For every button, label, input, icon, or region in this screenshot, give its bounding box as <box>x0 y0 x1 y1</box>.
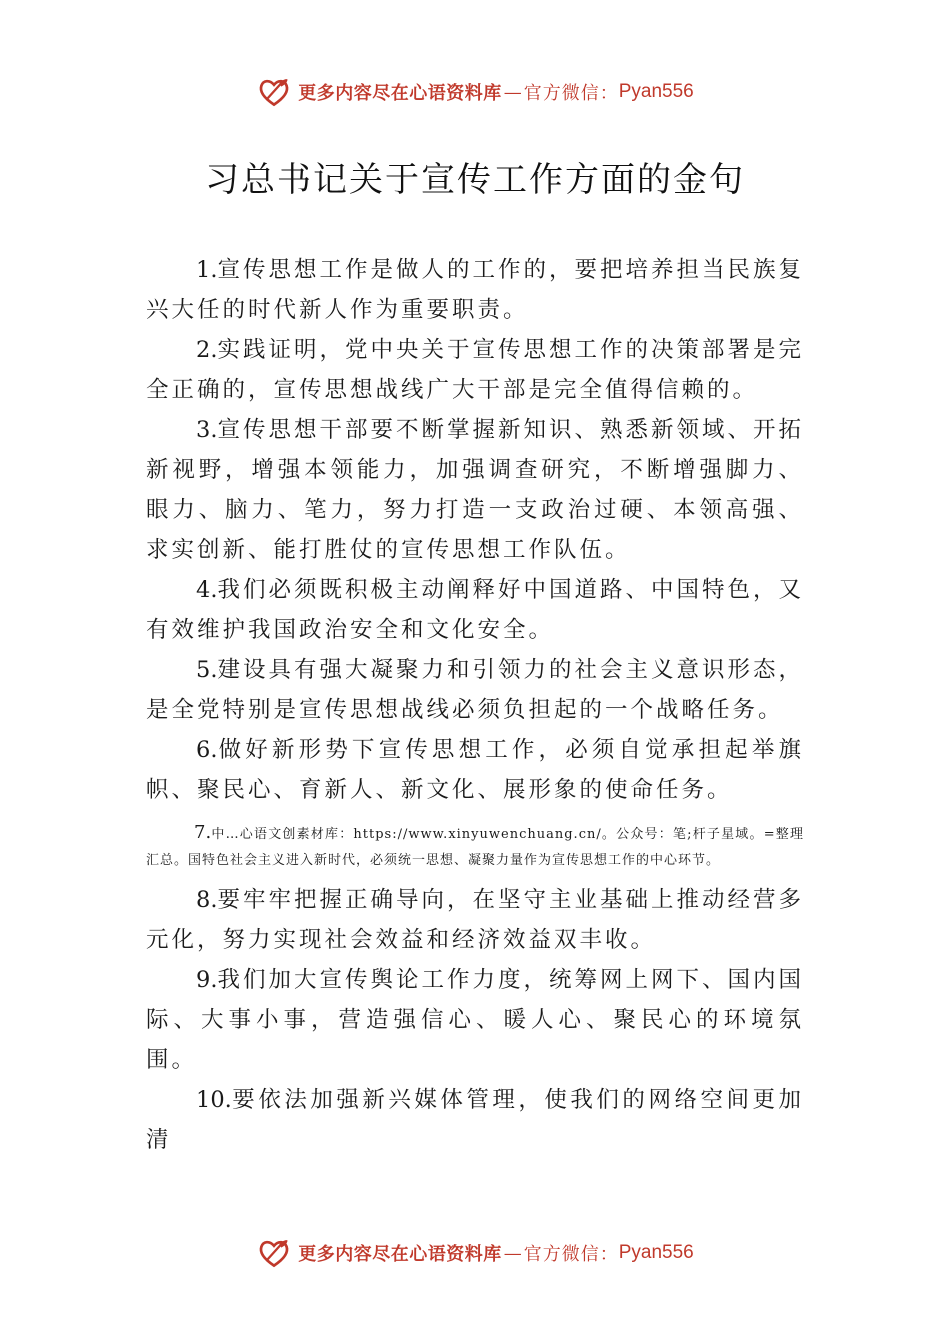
banner-brand: 更多内容尽在心语资料库 <box>298 1244 502 1265</box>
quote-paragraph <box>146 730 804 810</box>
quote-number: 1. <box>196 257 218 283</box>
quote-number: 4. <box>196 577 218 603</box>
quote-paragraph <box>146 410 804 570</box>
banner-wechat-label: 官方微信： <box>523 83 619 104</box>
banner-separator: — <box>503 1242 522 1264</box>
quote-number: 9. <box>196 967 218 993</box>
heart-quill-logo-icon <box>256 74 292 110</box>
quote-number: 8. <box>196 887 218 913</box>
quote-text: 我们必须既积极主动阐释好中国道路、中国特色，又有效维护我国政治安全和文化安全。 <box>146 577 804 643</box>
footer-banner <box>0 1233 950 1273</box>
quote-text: 做好新形势下宣传思想工作，必须自觉承担起举旗帜、聚民心、育新人、新文化、展形象的使命任务。 <box>146 737 804 803</box>
quote-number: 3. <box>196 417 218 443</box>
quote-text: 要依法加强新兴媒体管理，使我们的网络空间更加清 <box>146 1087 804 1153</box>
page-title: 习总书记关于宣传工作方面的金句 <box>205 160 745 200</box>
header-banner <box>0 72 950 112</box>
quote-paragraph <box>146 570 804 650</box>
banner-brand: 更多内容尽在心语资料库 <box>298 83 502 104</box>
quote-text: 我们加大宣传舆论工作力度，统筹网上网下、国内国际、大事小事，营造强信心、暖人心、聚民心的环境氛围。 <box>146 967 804 1073</box>
banner-wechat-id: Pyan556 <box>618 1242 694 1263</box>
quote-number: 5. <box>196 657 218 683</box>
quote-paragraph-with-watermark <box>146 820 804 874</box>
quote-paragraph <box>146 880 804 960</box>
quote-number: 10. <box>196 1087 232 1113</box>
banner-wechat-id: Pyan556 <box>618 81 694 102</box>
quote-paragraph <box>146 650 804 730</box>
quote-paragraph <box>146 250 804 330</box>
banner-wechat-label: 官方微信： <box>523 1244 619 1265</box>
quote-paragraph <box>146 960 804 1080</box>
quote-text: 宣传思想工作是做人的工作的，要把培养担当民族复兴大任的时代新人作为重要职责。 <box>146 257 804 323</box>
quote-text: 宣传思想干部要不断掌握新知识、熟悉新领域、开拓新视野，增强本领能力，加强调查研究，不断增强脚力、眼力、脑力、笔力，努力打造一支政治过硬、本领高强、求实创新、能打胜仗的宣传思想工作队伍。 <box>146 417 804 563</box>
heart-quill-logo-icon <box>256 1235 292 1271</box>
quote-text: 要牢牢把握正确导向，在坚守主业基础上推动经营多元化，努力实现社会效益和经济效益双丰收。 <box>146 887 804 953</box>
quote-number: 7. <box>194 822 212 843</box>
document-body <box>146 250 804 1160</box>
quote-text: 中…心语文创素材库：https://www.xinyuwenchuang.cn/。公众号：笔;杆子星域。=整理汇总。国特色社会主义进入新时代，必须统一思想、凝聚力量作为宣传思想工作的中心环节。 <box>146 827 804 868</box>
quote-number: 6. <box>196 737 218 763</box>
quote-paragraph <box>146 330 804 410</box>
quote-paragraph <box>146 1080 804 1160</box>
quote-text: 实践证明，党中央关于宣传思想工作的决策部署是完全正确的，宣传思想战线广大干部是完全值得信赖的。 <box>146 337 804 403</box>
quote-text: 建设具有强大凝聚力和引领力的社会主义意识形态，是全党特别是宣传思想战线必须负担起的一个战略任务。 <box>146 657 804 723</box>
quote-number: 2. <box>196 337 218 363</box>
banner-separator: — <box>503 81 522 103</box>
